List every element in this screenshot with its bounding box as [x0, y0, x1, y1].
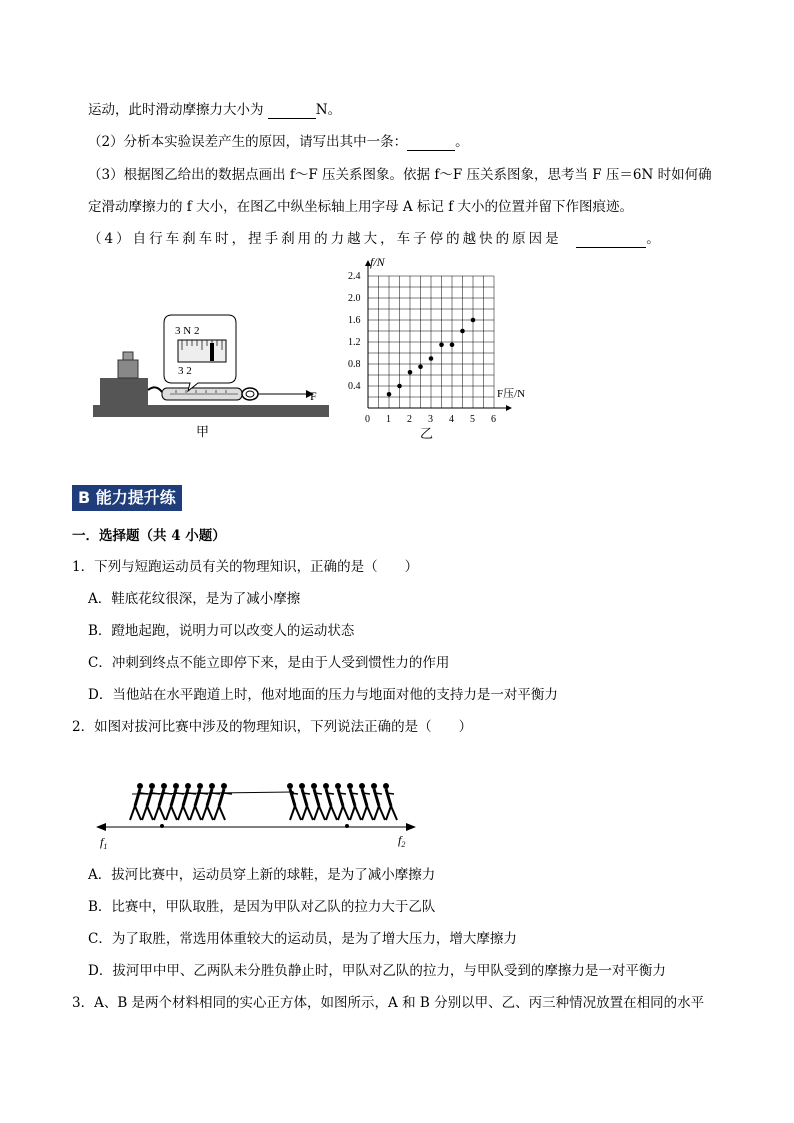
q1-option-d[interactable]: D．当他站在水平跑道上时，他对地面的压力与地面对他的支持力是一对平衡力 — [88, 687, 558, 703]
team-member — [299, 783, 313, 820]
data-point — [418, 364, 423, 369]
chart-axes — [365, 260, 512, 411]
team-member — [347, 783, 361, 820]
weight — [118, 360, 138, 378]
team-member — [202, 783, 220, 820]
team-member — [383, 783, 397, 820]
part-header: 一．选择题（共 4 小题） — [72, 528, 226, 544]
section-b-header: B 能力提升练 — [72, 485, 182, 511]
team-member — [323, 783, 337, 820]
q2-option-b[interactable]: B．比赛中，甲队取胜，是因为甲队对乙队的拉力大于乙队 — [88, 899, 436, 915]
y-tick-label: 0.8 — [348, 359, 361, 370]
q2-option-c[interactable]: C．为了取胜，常选用体重较大的运动员，是为了增大压力，增大摩擦力 — [88, 931, 517, 947]
figure-jia — [90, 310, 330, 445]
q1-option-c[interactable]: C．冲刺到终点不能立即停下来，是由于人受到惯性力的作用 — [88, 655, 450, 671]
data-point — [450, 342, 455, 347]
f2-label: $f_2$ — [398, 833, 406, 849]
team-member — [371, 783, 385, 820]
chart-xlabel: F压/N — [497, 388, 526, 400]
scale-bottom-label: 3 2 — [178, 365, 192, 377]
q-prev-line1: 运动，此时滑动摩擦力大小为 N。 — [88, 102, 342, 118]
board — [93, 405, 329, 417]
f1-arrow — [96, 823, 106, 831]
x-axis-arrow — [506, 405, 512, 411]
chart-ticks — [348, 271, 496, 425]
team-member — [154, 783, 172, 820]
team-member — [214, 783, 232, 820]
wood-block — [100, 378, 148, 406]
data-point — [439, 342, 444, 347]
team-member — [130, 783, 148, 820]
team-member — [190, 783, 208, 820]
q1-stem: 1．下列与短跑运动员有关的物理知识，正确的是（ ） — [72, 559, 419, 575]
scale-top-label: 3 N 2 — [175, 325, 200, 337]
team-member — [335, 783, 349, 820]
q2-stem: 2．如图对拔河比赛中涉及的物理知识，下列说法正确的是（ ） — [72, 719, 473, 735]
q-prev-part2: （2）分析本实验误差产生的原因，请写出其中一条： 。 — [88, 134, 469, 150]
data-point — [460, 329, 465, 334]
team-member — [178, 783, 196, 820]
data-point — [471, 318, 476, 323]
x-tick-label: 2 — [407, 414, 412, 425]
y-tick-label: 2.0 — [348, 293, 361, 304]
q-prev-part3a: （3）根据图乙给出的数据点画出 f～F 压关系图象。依据 f～F 压关系图象，思考当 F 压＝6N 时如何确 — [88, 167, 712, 183]
q2-option-a[interactable]: A．拔河比赛中，运动员穿上新的球鞋，是为了减小摩擦力 — [88, 867, 436, 883]
answer-blank[interactable] — [407, 136, 455, 151]
y-tick-label: 0.4 — [348, 381, 361, 392]
team-member — [166, 783, 184, 820]
team-member — [359, 783, 373, 820]
q1-option-a[interactable]: A．鞋底花纹很深，是为了减小摩擦 — [88, 591, 301, 607]
force-label-F: F — [310, 389, 317, 403]
x-tick-label: 6 — [491, 414, 496, 425]
f2-arrow — [406, 823, 416, 831]
x-tick-label: 5 — [470, 414, 475, 425]
answer-blank[interactable] — [576, 233, 646, 248]
q1-option-b[interactable]: B．蹬地起跑，说明力可以改变人的运动状态 — [88, 623, 355, 639]
figure-jia-caption: 甲 — [196, 425, 210, 440]
team-left — [130, 783, 232, 820]
team-member — [311, 783, 325, 820]
x-tick-label: 0 — [365, 414, 370, 425]
y-tick-label: 1.6 — [348, 315, 361, 326]
team-right — [287, 783, 397, 820]
q2-option-d[interactable]: D．拔河甲中甲、乙两队未分胜负静止时，甲队对乙队的拉力，与甲队受到的摩擦力是一对平衡力 — [88, 963, 666, 979]
figure-yi-caption: 乙 — [420, 427, 434, 442]
answer-blank[interactable] — [268, 104, 316, 119]
tug-of-war-figure — [92, 772, 422, 852]
data-point — [387, 392, 392, 397]
f1-label: $f_1$ — [100, 835, 108, 851]
y-tick-label: 1.2 — [348, 337, 361, 348]
data-point — [429, 356, 434, 361]
q3-stem: 3．A、B 是两个材料相同的实心正方体，如图所示，A 和 B 分别以甲、乙、丙三种情况放置在相同的水平 — [72, 995, 705, 1011]
figure-yi-chart — [342, 252, 542, 442]
data-point — [397, 384, 402, 389]
x-tick-label: 4 — [449, 414, 454, 425]
team-member — [287, 783, 301, 820]
chart-ylabel: f/N — [370, 255, 385, 269]
chart-grid — [368, 276, 494, 408]
q-prev-part4: （4）自行车刹车时，捏手刹用的力越大，车子停的越快的原因是 。 — [88, 231, 663, 247]
x-tick-label: 1 — [386, 414, 391, 425]
y-tick-label: 2.4 — [348, 271, 361, 282]
x-tick-label: 3 — [428, 414, 433, 425]
data-point — [408, 370, 413, 375]
scale-pointer — [210, 343, 214, 361]
q-prev-part3b: 定滑动摩擦力的 f 大小，在图乙中纵坐标轴上用字母 A 标记 f 大小的位置并留下作图痕迹。 — [88, 199, 633, 215]
team-member — [142, 783, 160, 820]
